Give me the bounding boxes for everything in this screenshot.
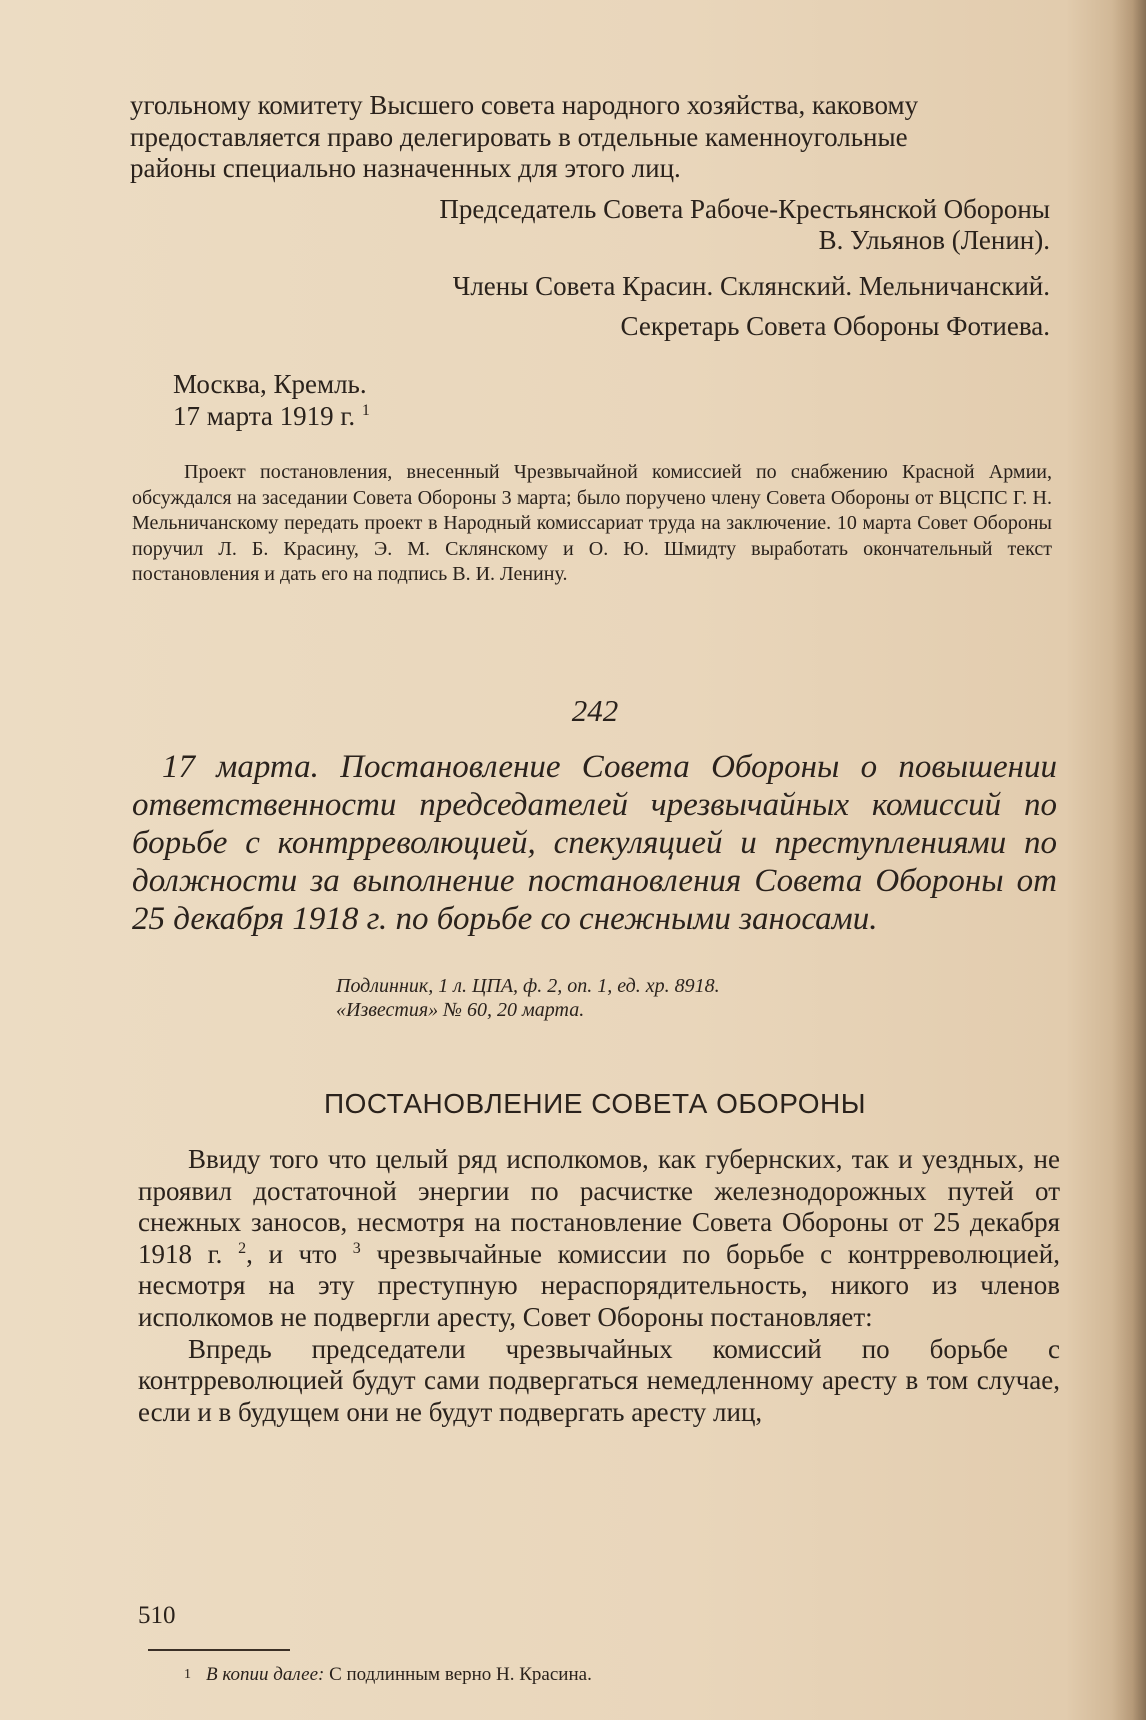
document-body bbox=[138, 1144, 1060, 1428]
footnotes bbox=[184, 1662, 984, 1688]
body-paragraph: Впредь председатели чрезвычайных комиссий по борьбе с контрреволюцией будут сами подвергаться немедленному аресту в том случае, если и в будущем они не будут подвергать аресту лиц, bbox=[138, 1333, 1060, 1427]
source-archive: Подлинник, 1 л. ЦПА, ф. 2, оп. 1, ед. хр. 8918. bbox=[336, 975, 720, 997]
footnote-ref: 1 bbox=[361, 402, 370, 419]
document-sources bbox=[336, 974, 936, 1022]
chairman-title: Председатель Совета Рабоче-Крестьянской Обороны bbox=[439, 194, 1050, 224]
council-secretary: Секретарь Совета Обороны Фотиева. bbox=[620, 311, 1050, 341]
document-title: ПОСТАНОВЛЕНИЕ СОВЕТА ОБОРОНЫ bbox=[323, 1088, 867, 1119]
book-spine-shadow bbox=[1112, 0, 1146, 1720]
footnote: 1 В копии далее: С подлинным верно Н. Красина. bbox=[184, 1664, 592, 1685]
chairman-name: В. Ульянов (Ленин). bbox=[818, 225, 1050, 255]
opening-paragraph bbox=[130, 90, 1052, 185]
footnote-ref: 3 bbox=[352, 1239, 361, 1257]
footnote-divider bbox=[148, 1649, 290, 1651]
opening-line: районы специально назначенных для этого лиц. bbox=[130, 153, 681, 183]
page-number: 510 bbox=[138, 1602, 176, 1629]
editor-note: Проект постановления, внесенный Чрезвычайной комиссией по снабжению Красной Армии, обсуждался на заседании Совета Обороны 3 марта; было поручено члену Совета Обороны от ВЦСПС Г. Н. Мельничанскому передать проект в Народный комиссариат труда на заключение. 10 марта Совет Обороны поручил Л. Б. Красину, Э. М. Склянскому и О. Ю. Шмидту выработать окончательный текст постановления и дать его на подпись В. И. Ленину. bbox=[132, 461, 1052, 585]
body-paragraph: Ввиду того что целый ряд исполкомов, как губернских, так и уездных, не проявил достаточной энергии по расчистке железнодорожных путей от снежных заносов, несмотря на постановление Совета Обороны от 25 декабря 1918 г. $^2$, и что $^3$ чрезвычайные комиссии по борьбе с контрреволюцией, несмотря на эту преступную нераспорядительность, никого из членов исполкомов не подвергли аресту, Совет Обороны постановляет: bbox=[138, 1144, 1060, 1332]
place-date bbox=[173, 368, 1093, 432]
opening-line: предоставляется право делегировать в отдельные каменноугольные bbox=[130, 121, 908, 152]
council-members: Члены Совета Красин. Склянский. Мельничанский. bbox=[452, 271, 1050, 301]
opening-line: угольному комитету Высшего совета народного хозяйства, каковому bbox=[130, 90, 919, 120]
date: 17 марта 1919 г. $^1$ bbox=[173, 401, 370, 431]
document-number: 242 bbox=[571, 693, 619, 728]
document-heading: 17 марта. Постановление Совета Обороны о повышении ответственности председателей чрезвычайных комиссий по борьбе с контрреволюцией, спекуляцией и преступлениями по должности за выполнение постановления Совета Обороны от 25 декабря 1918 г. по борьбе со снежными заносами. bbox=[132, 749, 1057, 937]
footnote-ref: 2 bbox=[238, 1239, 247, 1257]
place: Москва, Кремль. bbox=[173, 369, 367, 399]
source-publication: «Известия» № 60, 20 марта. bbox=[336, 999, 585, 1021]
